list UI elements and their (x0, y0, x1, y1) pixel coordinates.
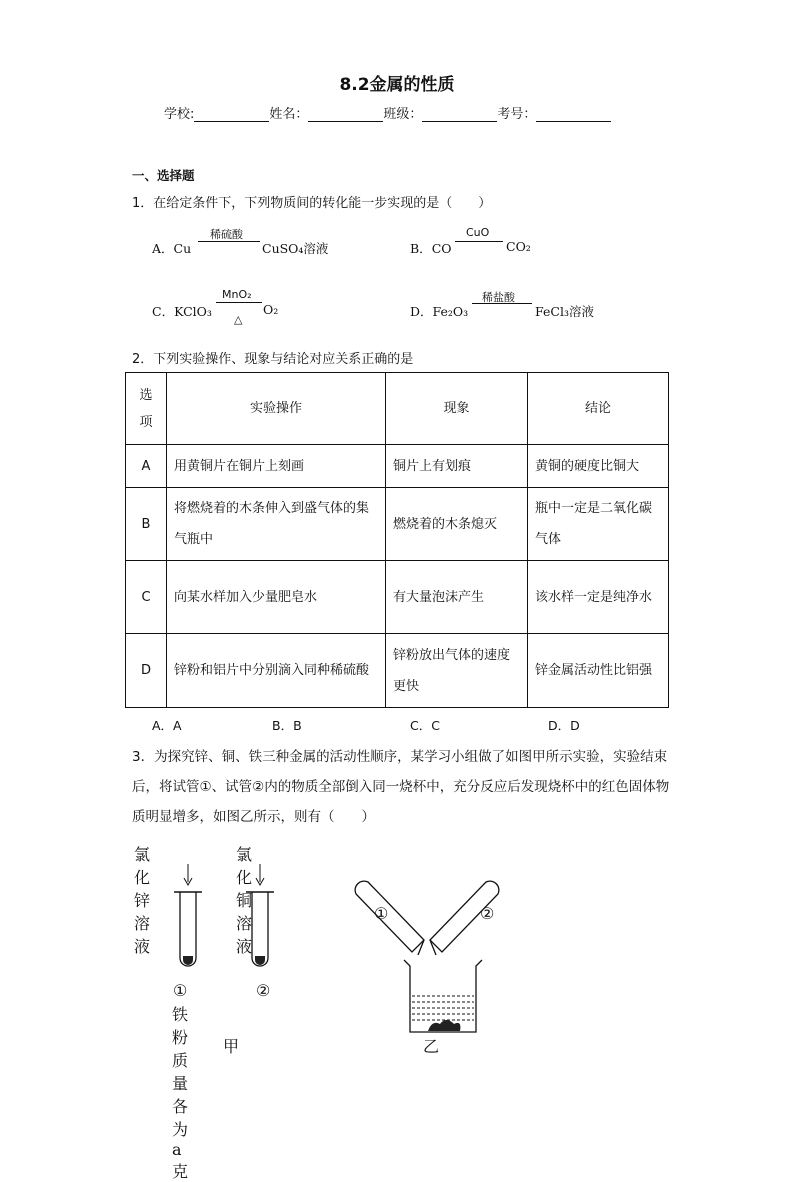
product: CuSO₄溶液 (262, 241, 329, 256)
table-header-row (126, 373, 669, 445)
tube2-number: ② (256, 981, 271, 1000)
q1-option-d[interactable] (410, 302, 468, 320)
figure-caption-yi: 乙 (423, 1037, 440, 1056)
test-tube-1-icon (174, 892, 202, 966)
table-row (126, 445, 669, 488)
exam-no-label: 考号： (497, 107, 537, 122)
cell-conclusion: 黄铜的硬度比铜大 (528, 445, 669, 488)
q2-choice-b[interactable]: B．B (272, 718, 302, 733)
q3-stem: 3．为探究锌、铜、铁三种金属的活动性顺序，某学习小组做了如图甲所示实验，实验结束后，将试管①、试管②内的物质全部倒入同一烧杯中，充分反应后发现烧杯中的红色固体物质明显增多，如图乙所示，则有（ ） (132, 749, 670, 825)
q2-stem: 2．下列实验操作、现象与结论对应关系正确的是 (132, 352, 414, 367)
class-blank[interactable] (422, 107, 497, 122)
reaction-condition: MnO₂ (222, 288, 252, 301)
cell-conclusion: 锌金属活动性比铝强 (528, 634, 669, 708)
q2-choice-c[interactable]: C．C (410, 718, 440, 733)
school-label: 学校: (164, 107, 195, 122)
reactant: CO (431, 241, 452, 256)
drop-arrow-2-icon (256, 864, 264, 885)
cell-phenomenon: 锌粉放出气体的速度更快 (386, 634, 528, 708)
header-conclusion: 结论 (528, 373, 669, 445)
product: O₂ (263, 302, 279, 317)
cell-phenomenon: 燃烧着的木条熄灭 (386, 488, 528, 561)
figure-caption-jia: 甲 (223, 1037, 240, 1056)
reaction-arrow (216, 302, 262, 303)
option-letter: D． (410, 304, 433, 319)
table-row (126, 488, 669, 561)
q1-option-a[interactable] (152, 239, 191, 257)
q2-choice-d[interactable]: D．D (548, 718, 580, 733)
header-operation: 实验操作 (167, 373, 386, 445)
reaction-condition: 稀盐酸 (482, 291, 515, 304)
test-tube-2-icon (246, 892, 274, 966)
cell-conclusion: 瓶中一定是二氧化碳气体 (528, 488, 669, 561)
cell-operation: 将燃烧着的木条伸入到盛气体的集气瓶中 (167, 488, 386, 561)
section-heading: 一、选择题 (132, 168, 195, 183)
beaker-icon (404, 960, 482, 1032)
reactant: Fe₂O₃ (432, 304, 469, 319)
q2-choice-a[interactable]: A．A (152, 718, 182, 733)
reaction-condition: CuO (466, 226, 490, 239)
iron-mass-note: 铁粉质量各为a克 (172, 1005, 189, 1181)
cell-option: B (126, 488, 167, 561)
reactant: KClO₃ (174, 304, 212, 319)
school-blank[interactable] (194, 107, 269, 122)
copper-chloride-label: 氯化铜溶液 (236, 845, 253, 956)
page-title: 8.2金属的性质 (339, 75, 455, 95)
header-option: 选 项 (126, 373, 167, 445)
q1-stem: 1．在给定条件下，下列物质间的转化能一步实现的是（ ） (132, 196, 492, 211)
tube1-number: ① (173, 981, 188, 1000)
option-letter: A． (152, 241, 174, 256)
heat-symbol: △ (234, 313, 243, 326)
header-phenomenon: 现象 (386, 373, 528, 445)
option-letter: B． (410, 241, 432, 256)
name-blank[interactable] (308, 107, 383, 122)
cell-operation: 锌粉和铝片中分别滴入同种稀硫酸 (167, 634, 386, 708)
pour-tube2-number: ② (480, 904, 495, 923)
cell-option: C (126, 561, 167, 634)
apparatus-drawing (128, 862, 548, 1037)
q1-option-c[interactable] (152, 302, 212, 320)
table-row (126, 561, 669, 634)
q1-option-b[interactable] (410, 239, 452, 257)
exam-no-blank[interactable] (536, 107, 611, 122)
name-label: 姓名： (269, 107, 309, 122)
reactant: Cu (173, 241, 192, 256)
pour-tube1-number: ① (374, 904, 389, 923)
product: CO₂ (506, 239, 531, 254)
option-letter: C． (152, 304, 175, 319)
drop-arrow-1-icon (184, 864, 192, 885)
cell-operation: 向某水样加入少量肥皂水 (167, 561, 386, 634)
cell-option: A (126, 445, 167, 488)
cell-conclusion: 该水样一定是纯净水 (528, 561, 669, 634)
cell-phenomenon: 有大量泡沫产生 (386, 561, 528, 634)
reaction-arrow (455, 241, 503, 242)
zinc-chloride-label: 氯化锌溶液 (134, 845, 151, 956)
reaction-condition: 稀硫酸 (210, 228, 243, 241)
student-info-line (164, 103, 611, 122)
product: FeCl₃溶液 (535, 304, 594, 319)
class-label: 班级： (383, 107, 423, 122)
cell-operation: 用黄铜片在铜片上刻画 (167, 445, 386, 488)
q2-table (125, 372, 669, 708)
cell-option: D (126, 634, 167, 708)
cell-phenomenon: 铜片上有划痕 (386, 445, 528, 488)
pouring-tube-1-icon (355, 881, 424, 955)
table-row (126, 634, 669, 708)
